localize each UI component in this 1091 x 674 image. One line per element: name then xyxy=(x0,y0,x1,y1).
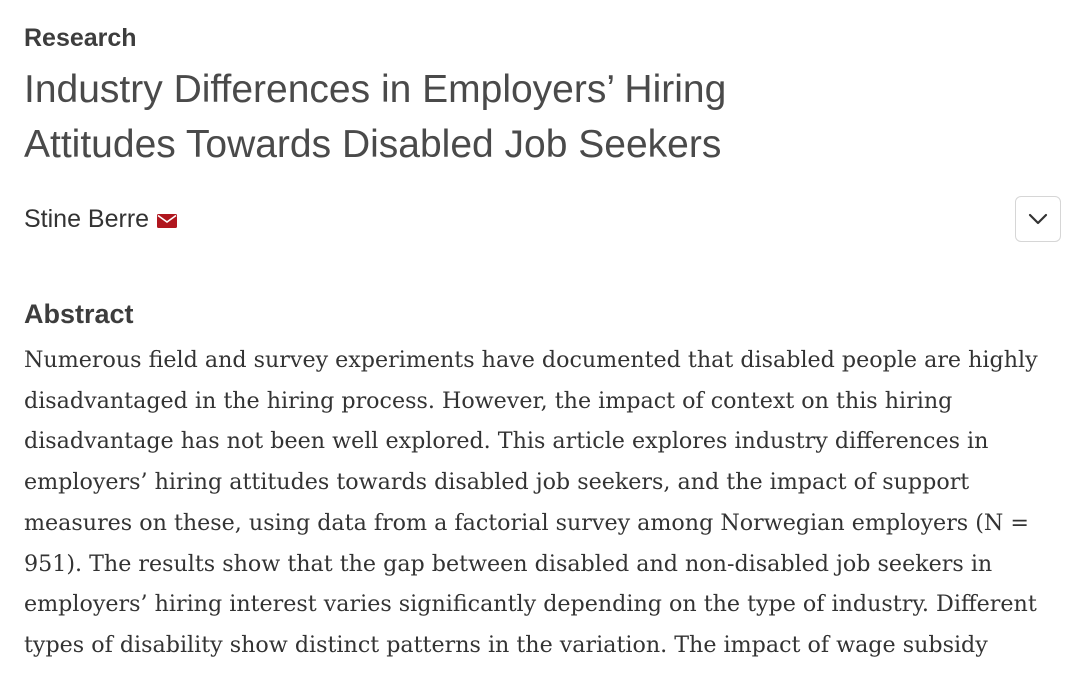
author-row xyxy=(24,202,177,236)
expand-authors-button[interactable] xyxy=(1015,196,1061,242)
abstract-text: Numerous field and survey experiments have documented that disabled people are highly disadvantaged in the hiring process. However, the impact of context on this hiring disadvantage has not been well explored. This article explores industry differences in employers’ hiring attitudes towards disabled job seekers, and the impact of support measures on these, using data from a factorial survey among Norwegian employers (N = 951). The results show that the gap between disabled and non-disabled job seekers in employers’ hiring interest varies significantly depending on the type of industry. Different types of disability show distinct patterns in the variation. The impact of wage subsidy xyxy=(24,347,1038,658)
envelope-icon[interactable] xyxy=(157,213,177,229)
abstract-heading: Abstract xyxy=(24,299,134,329)
article-title: Industry Differences in Employers’ Hiring Attitudes Towards Disabled Job Seekers xyxy=(24,68,727,166)
author-name[interactable]: Stine Berre xyxy=(24,205,150,233)
chevron-down-icon xyxy=(1028,213,1048,225)
article-type-label: Research xyxy=(24,24,137,52)
